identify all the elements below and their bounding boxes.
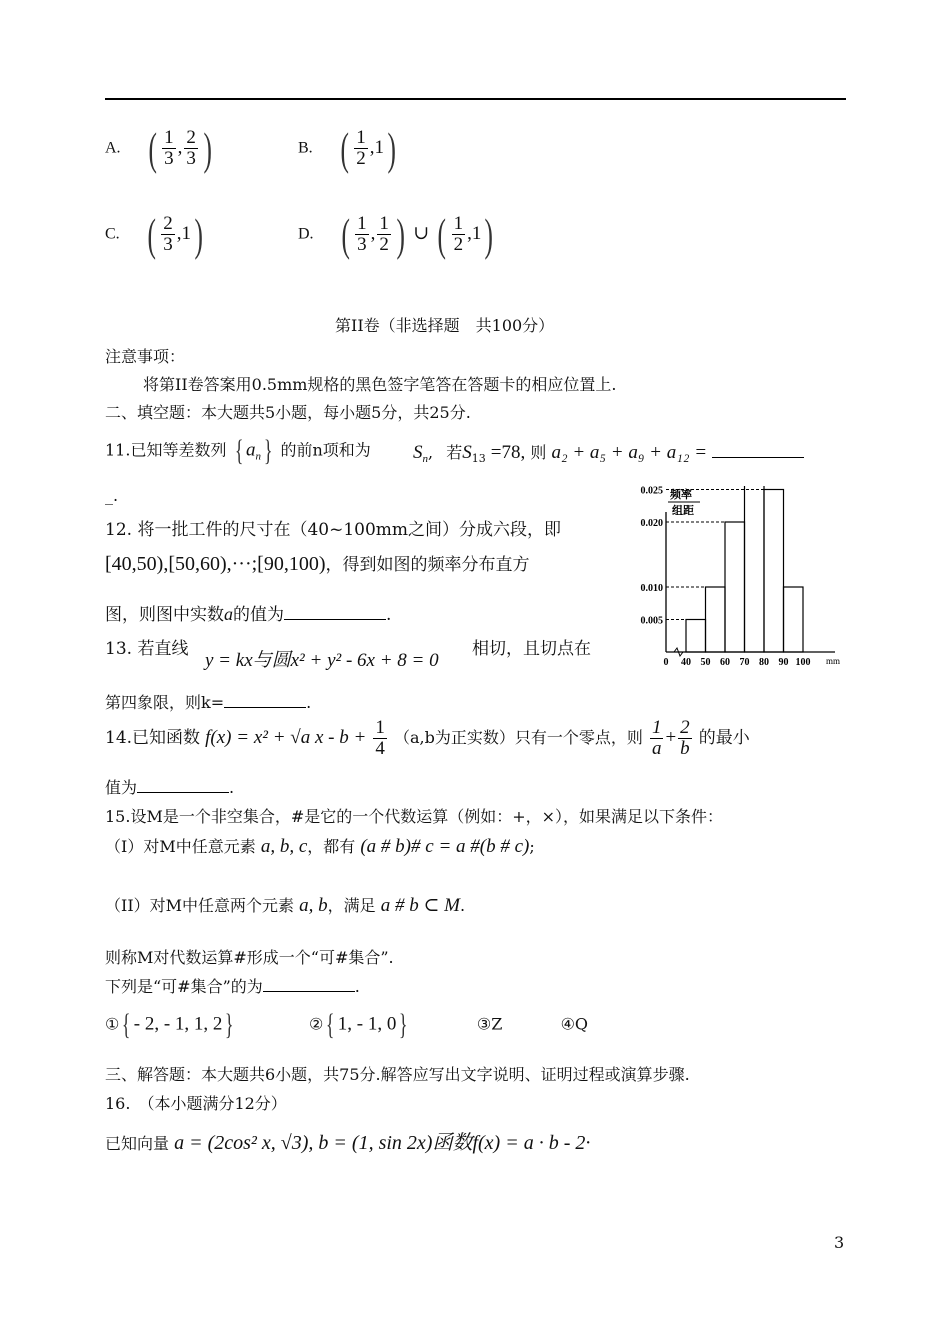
histogram-bar [784,587,804,652]
question-13-line2: 第四象限，则k= . [105,693,312,712]
x-tick-label: 40 [681,657,691,666]
x-tick-label: 50 [700,657,711,666]
choice-d-label: D. [298,225,314,243]
choice-b: B. ( $\frac{1}{2}$ ,1) [298,123,396,174]
x-tick-label: 60 [720,657,730,666]
section2-title: 第II卷（非选择题 共100分） [335,316,555,335]
histogram-bar [706,587,726,652]
y-tick-label: 0.005 [640,615,663,627]
question-11-expr: $S_n$, 若$S_{13} =78$, 则 a₂ + a₅ + a₉ + a₁₂ = [413,440,804,465]
x-tick-label: 70 [739,657,750,666]
y-tick-label: 0.025 [640,486,663,497]
question-13-prefix: 13. 若直线 [105,639,189,659]
y-tick-label: 0.020 [640,518,663,529]
question-15-definition: 则称M对代数运算#形成一个“可#集合”. [105,948,394,967]
x-tick-label: 80 [759,657,769,666]
page-number: 3 [834,1233,845,1252]
choice-a-label: A. [105,139,121,157]
y-axis-label-bottom: 组距 [672,505,694,517]
question-15-cond1: （I）对M中任意元素 a, b, c，都有 (a # b)# c = a #(b # c); [105,836,535,857]
question-15-ask: 下列是“可#集合”的为 . [105,977,360,996]
question-12-line1: 12. 将一批工件的尺寸在（40~100mm之间）分成六段，即 [105,520,562,540]
question-15-line1: 15.设M是一个非空集合，#是它的一个代数运算（例如：+，×），如果满足以下条件： [105,807,724,826]
fill-in-heading: 二、填空题：本大题共5小题，每小题5分，共25分. [105,403,471,422]
x-tick-label: 90 [778,657,789,666]
solution-heading: 三、解答题：本大题共6小题，共75分.解答应写出文字说明、证明过程或演算步骤. [105,1065,690,1084]
histogram-bar [725,522,745,652]
histogram-bar [745,486,765,652]
question-12-line2: [40,50),[50,60),···;[90,100)，得到如图的频率分布直方 [105,553,530,575]
x-axis-label: mm [826,656,841,666]
y-tick-label: 0.010 [640,583,663,594]
choice-d: D. ( $\frac{1}{3}$ , $\frac{1}{2}$ ) ∪ ( $\frac{1}{2}$ ,1) [298,209,494,260]
y-axis-label-top: 频率 [670,489,692,501]
question-13-expr: y = kx与圆x² + y² - 6x + 8 = 0 [205,650,439,671]
x-tick-label: 100 [795,657,811,666]
question-14-line2: 值为 . [105,778,235,797]
frequency-histogram [630,486,845,666]
choice-b-label: B. [298,139,313,157]
choice-c: C. ( $\frac{2}{3}$ ,1) [105,209,203,260]
histogram-bar [764,490,784,653]
notice-heading: 注意事项： [105,347,186,366]
histogram-bar [686,620,706,653]
header-rule [105,98,846,100]
question-16-heading: 16. （本小题满分12分） [105,1094,287,1113]
x-tick-label: 0 [663,657,669,666]
question-12-line3: 图，则图中实数a的值为 . [105,604,392,625]
notice-body: 将第II卷答案用0.5mm规格的黑色签字笔答在答题卡的相应位置上. [143,375,617,394]
question-14: 14.已知函数 f(x) = x² + √a x - b + $\frac{1}{4}$ （a,b为正实数）只有一个零点，则 $\frac{1}{a}$ + $\frac{2}{b}$ 的最小 [105,717,750,759]
question-15-cond2: （II）对M中任意两个元素 a, b，满足 a # b ⊂ M. [105,895,466,916]
choice-c-label: C. [105,225,120,243]
question-11-tail: _. [105,486,119,505]
question-13-suffix: 相切，且切点在 [472,639,591,659]
question-16-body: 已知向量 a = (2cos² x, √3), b = (1, sin 2x)函数f(x) = a · b - 2· [105,1132,591,1154]
question-15-options: ①{ - 2, - 1, 1, 2} ②{ 1, - 1, 0} ③Z ④Q [105,1008,589,1041]
choice-a: A. ( $\frac{1}{3}$ , $\frac{2}{3}$ ) [105,123,212,174]
question-11: 11.已知等差数列 { $a_n$} 的前n项和为 [105,434,371,467]
